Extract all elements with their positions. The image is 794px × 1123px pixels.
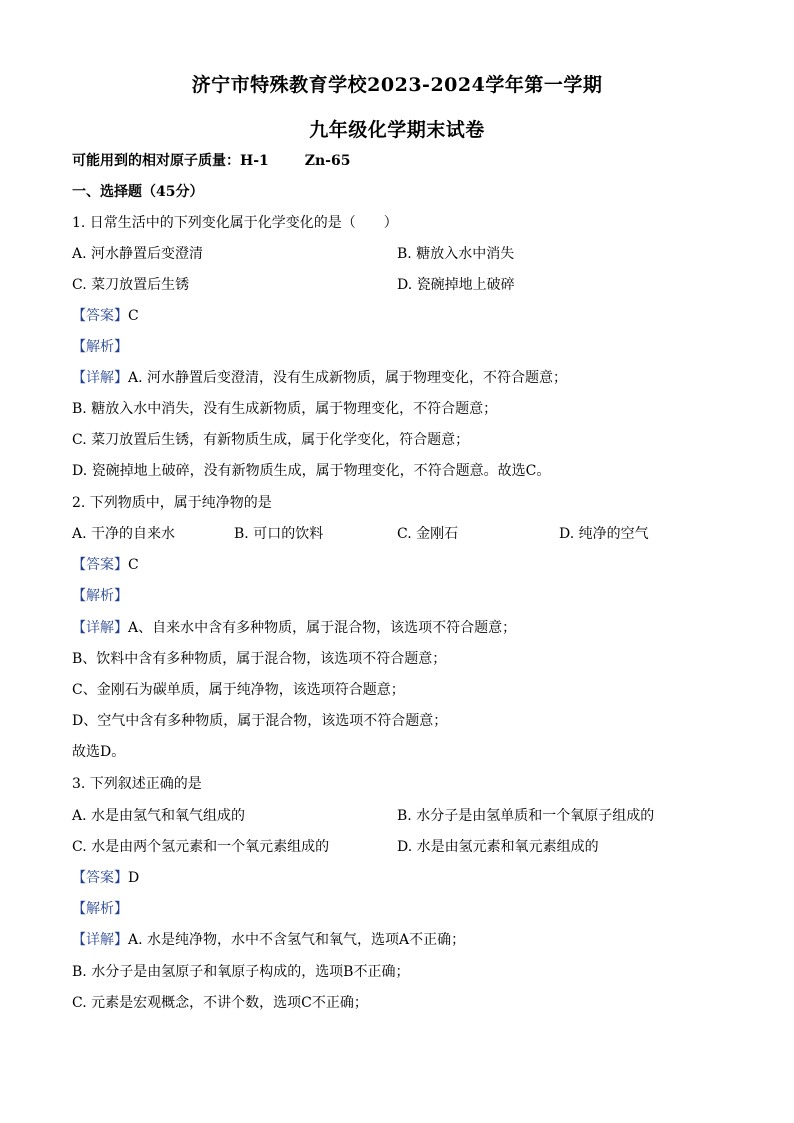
question-3-detail-a (72, 930, 465, 950)
exam-title-line1: 济宁市特殊教育学校2023-2024学年第一学期 (191, 74, 603, 96)
detail-text: A、自来水中含有多种物质，属于混合物，该选项不符合题意； (128, 620, 517, 636)
answer-value: D (128, 870, 140, 886)
detail-tag: 【详解】 (72, 620, 128, 636)
question-1-detail-c: C. 菜刀放置后生锈，有新物质生成，属于化学变化，符合题意； (72, 432, 470, 448)
question-3-option-a: A. 水是由氢气和氧气组成的 (72, 808, 246, 824)
atomic-mass-label: 可能用到的相对原子质量： (72, 153, 240, 169)
atomic-mass-line (72, 151, 350, 171)
question-2-detail-d: D、空气中含有多种物质，属于混合物，该选项不符合题意； (72, 713, 448, 729)
analysis-tag: 【解析】 (72, 339, 128, 355)
question-3-option-c: C. 水是由两个氢元素和一个氧元素组成的 (72, 839, 330, 855)
answer-tag: 【答案】 (72, 557, 128, 573)
question-1-option-a: A. 河水静置后变澄清 (72, 246, 204, 262)
detail-tag: 【详解】 (72, 932, 128, 948)
question-2-option-b: B. 可口的饮料 (234, 526, 324, 542)
question-3-detail-c: C. 元素是宏观概念，不讲个数，选项C不正确； (72, 995, 368, 1011)
question-3-detail-b: B. 水分子是由氢原子和氧原子构成的，选项B不正确； (72, 964, 410, 980)
question-2-option-a: A. 干净的自来水 (72, 526, 176, 542)
detail-tag: 【详解】 (72, 370, 128, 386)
question-2-option-d: D. 纯净的空气 (559, 526, 649, 542)
question-3-answer (72, 868, 139, 888)
atomic-mass-h: H-1 (240, 153, 269, 169)
detail-text: A. 河水静置后变澄清，没有生成新物质，属于物理变化，不符合题意； (128, 370, 568, 386)
answer-tag: 【答案】 (72, 308, 128, 324)
question-1-detail-b: B. 糖放入水中消失，没有生成新物质，属于物理变化，不符合题意； (72, 401, 498, 417)
question-2-detail-c: C、金刚石为碳单质，属于纯净物，该选项符合题意； (72, 682, 405, 698)
question-2-detail-b: B、饮料中含有多种物质，属于混合物，该选项不符合题意； (72, 651, 447, 667)
question-2-answer (72, 555, 139, 575)
answer-value: C (128, 557, 139, 573)
question-1-detail-d: D. 瓷碗掉地上破碎，没有新物质生成，属于物理变化，不符合题意。故选C。 (72, 463, 551, 479)
answer-value: C (128, 308, 139, 324)
question-2-conclusion: 故选D。 (72, 744, 126, 760)
exam-title-line2: 九年级化学期末试卷 (309, 119, 485, 141)
detail-text: A. 水是纯净物，水中不含氢气和氧气，选项A不正确； (128, 932, 466, 948)
question-1-stem: 1. 日常生活中的下列变化属于化学变化的是（ ） (72, 215, 398, 231)
question-1-option-b: B. 糖放入水中消失 (397, 246, 515, 262)
question-2-option-c: C. 金刚石 (397, 526, 459, 542)
atomic-mass-zn: Zn-65 (304, 153, 351, 169)
question-3-stem: 3. 下列叙述正确的是 (72, 776, 202, 792)
analysis-tag: 【解析】 (72, 901, 128, 917)
section-heading: 一、选择题（45分） (72, 184, 204, 200)
question-3-option-d: D. 水是由氢元素和氧元素组成的 (397, 839, 599, 855)
question-2-detail-a (72, 618, 516, 638)
question-1-detail-a (72, 368, 567, 388)
question-1-option-c: C. 菜刀放置后生锈 (72, 277, 190, 293)
answer-tag: 【答案】 (72, 870, 128, 886)
question-1-option-d: D. 瓷碗掉地上破碎 (397, 277, 515, 293)
question-2-stem: 2. 下列物质中，属于纯净物的是 (72, 495, 272, 511)
question-1-answer (72, 306, 139, 326)
analysis-tag: 【解析】 (72, 588, 128, 604)
question-3-option-b: B. 水分子是由氢单质和一个氧原子组成的 (397, 808, 655, 824)
